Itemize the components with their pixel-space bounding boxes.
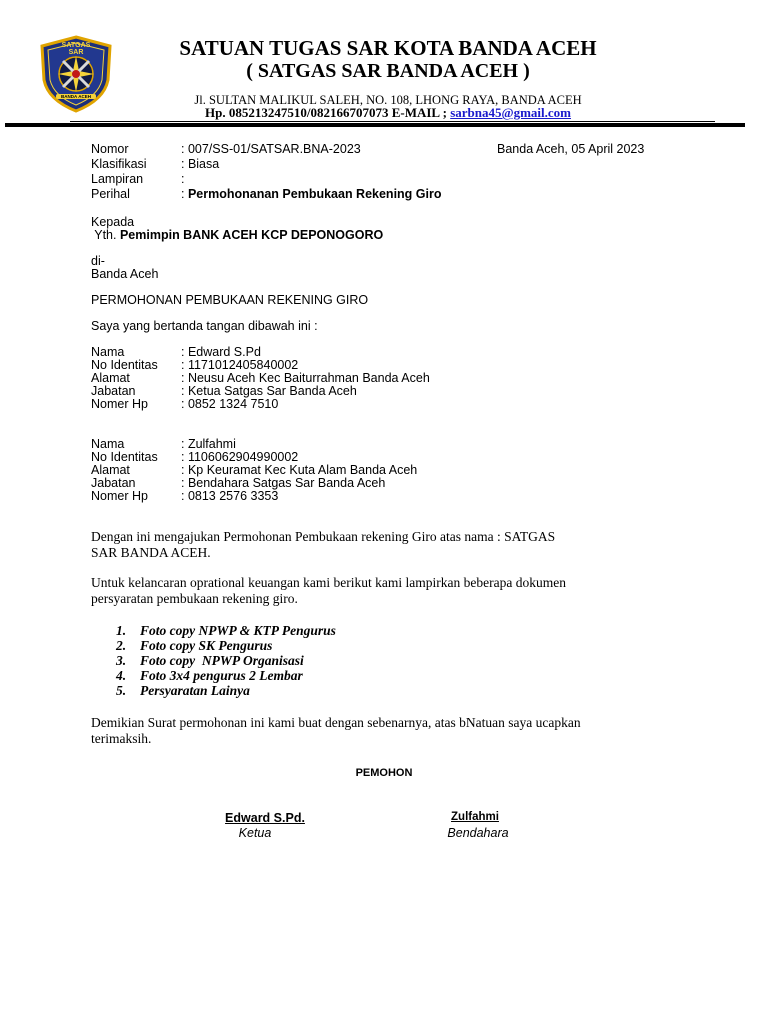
kepada-label: Kepada [91, 215, 135, 229]
list-item: 2. Foto copy SK Pengurus [116, 638, 273, 653]
di-label: di- [91, 254, 105, 268]
field-value: : Kp Keuramat Kec Kuta Alam Banda Aceh [181, 463, 418, 477]
field-label: Nama [91, 437, 125, 451]
letterhead-address: Jl. SULTAN MALIKUL SALEH, NO. 108, LHONG RAYA, BANDA ACEH [194, 93, 582, 107]
lampiran-value: : [181, 172, 185, 186]
field-value: : Zulfahmi [181, 437, 236, 451]
field-value: : 1171012405840002 [181, 358, 299, 372]
field-value: : Edward S.Pd [181, 345, 261, 359]
list-item: 5. Persyaratan Lainya [116, 683, 250, 698]
request-paragraph: Dengan ini mengajukan Permohonan Pembukaan rekening Giro atas nama : SATGAS SAR BANDA ACEH. [91, 529, 556, 560]
nomor-label: Nomor [91, 142, 129, 156]
field-value: : 0852 1324 7510 [181, 397, 279, 411]
letterhead-title: SATUAN TUGAS SAR KOTA BANDA ACEH [179, 36, 597, 60]
intro-text: Saya yang bertanda tangan dibawah ini : [91, 319, 318, 333]
field-label: Alamat [91, 371, 130, 385]
header-divider-thick [5, 123, 745, 127]
field-label: No Identitas [91, 358, 158, 372]
perihal-value: : Permohonanan Pembukaan Rekening Giro [181, 187, 442, 201]
organization-logo [36, 34, 116, 114]
field-value: : Neusu Aceh Kec Baiturrahman Banda Aceh [181, 371, 430, 385]
letterhead-contact [128, 105, 648, 121]
header-divider-thin [70, 121, 715, 122]
list-item: 1. Foto copy NPWP & KTP Pengurus [116, 623, 336, 638]
klasifikasi-value: : Biasa [181, 157, 220, 171]
list-item: 3. Foto copy NPWP Organisasi [116, 653, 304, 668]
recipient-name: Yth. Pemimpin BANK ACEH KCP DEPONOGORO [91, 228, 384, 242]
field-label: No Identitas [91, 450, 158, 464]
field-label: Alamat [91, 463, 130, 477]
signatory-1-title: Ketua [238, 826, 272, 840]
letter-date: Banda Aceh, 05 April 2023 [497, 142, 645, 156]
nomor-value: : 007/SS-01/SATSAR.BNA-2023 [181, 142, 361, 156]
field-value: : 0813 2576 3353 [181, 489, 279, 503]
closing-paragraph: Demikian Surat permohonan ini kami buat dengan sebenarnya, atas bNatuan saya ucapkan terimaksih. [91, 715, 581, 746]
signatory-2-name: Zulfahmi [451, 811, 499, 823]
pemohon-label: PEMOHON [355, 767, 413, 779]
recipient-city: Banda Aceh [91, 267, 159, 281]
field-label: Nama [91, 345, 125, 359]
field-label: Nomer Hp [91, 397, 148, 411]
list-item: 4. Foto 3x4 pengurus 2 Lembar [116, 668, 303, 683]
documents-list [116, 623, 336, 698]
logo-text-top: SATGAS SAR [61, 42, 91, 56]
lampiran-label: Lampiran [91, 172, 144, 186]
perihal-label: Perihal [91, 187, 130, 201]
klasifikasi-label: Klasifikasi [91, 157, 147, 171]
signatory-2-title: Bendahara [447, 826, 509, 840]
letterhead-subtitle: ( SATGAS SAR BANDA ACEH ) [246, 60, 530, 82]
field-label: Jabatan [91, 476, 136, 490]
field-label: Nomer Hp [91, 489, 148, 503]
logo-text-bottom: BANDA ACEH [56, 94, 96, 99]
contact-phone: Hp. 085213247510/082166707073 E-MAIL ; [204, 105, 451, 120]
field-value: : 1106062904990002 [181, 450, 299, 464]
email-link[interactable]: sarbna45@gmail.com [450, 105, 571, 120]
field-value: : Bendahara Satgas Sar Banda Aceh [181, 476, 386, 490]
field-label: Jabatan [91, 384, 136, 398]
documents-paragraph: Untuk kelancaran oprational keuangan kami berikut kami lampirkan beberapa dokumen persyaratan pembukaan rekening giro. [91, 575, 566, 606]
subject-line: PERMOHONAN PEMBUKAAN REKENING GIRO [91, 293, 369, 307]
signatory-1-name: Edward S.Pd. [225, 811, 305, 825]
field-value: : Ketua Satgas Sar Banda Aceh [181, 384, 357, 398]
